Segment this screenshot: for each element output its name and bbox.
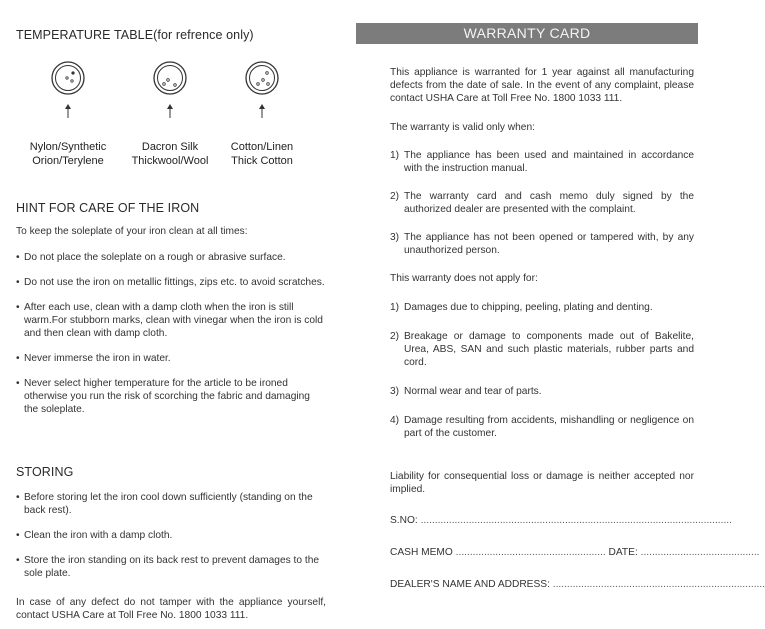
list-item <box>390 190 694 216</box>
sno-field <box>390 514 732 527</box>
list-item <box>390 385 694 398</box>
item-number: 1) <box>390 150 400 161</box>
fabric-name: Cotton/Linen <box>230 141 294 153</box>
item-text: The warranty card and cash memo duly signed by the authorized dealer are presented with the complaint. <box>404 191 694 215</box>
item-number: 3) <box>390 386 400 397</box>
not-apply-heading: This warranty does not apply for: <box>390 273 538 284</box>
item-text: The appliance has not been opened or tampered with, by any unauthorized person. <box>404 232 694 256</box>
date-blank: .......................................... <box>640 547 760 558</box>
warranty-card-title: WARRANTY CARD <box>356 23 698 44</box>
item-text: Breakage or damage to components made out of Bakelite, Urea, ABS, SAN and such plastic materials, rubber parts and cord. <box>404 331 694 368</box>
liability-note: Liability for consequential loss or damage is neither accepted nor implied. <box>390 471 694 495</box>
item-number: 1) <box>390 302 400 313</box>
list-item: • Do not place the soleplate on a rough or abrasive surface. <box>16 251 326 264</box>
valid-heading: The warranty is valid only when: <box>390 122 535 133</box>
exclusions-list <box>390 301 694 440</box>
thermostat-dial-icon <box>48 60 88 134</box>
list-item: • After each use, clean with a damp cloth when the iron is still warm.For stubborn marks, clean with vinegar when the iron is cold and then clean with damp cloth. <box>16 301 326 340</box>
fabric-name: Nylon/Synthetic <box>29 141 107 153</box>
sno-label: S.NO: <box>390 515 418 526</box>
list-item: • Before storing let the iron cool down sufficiently (standing on the back rest). <box>16 491 326 517</box>
dial-two-dots <box>120 60 220 168</box>
temperature-table-title: TEMPERATURE TABLE(for refrence only) <box>16 28 254 42</box>
thermostat-dial-icon <box>150 60 190 134</box>
fabric-name: Thick Cotton <box>231 155 293 167</box>
fabric-name: Thickwool/Wool <box>131 155 209 167</box>
list-item: • Never immerse the iron in water. <box>16 352 326 365</box>
care-instructions-column <box>16 28 326 621</box>
hint-intro: To keep the soleplate of your iron clean at all times: <box>16 226 248 237</box>
list-item <box>390 301 694 314</box>
dial-fabric-label <box>120 140 220 168</box>
thermostat-dial-icon <box>242 60 282 134</box>
list-item: • Do not use the iron on metallic fittings, zips etc. to avoid scratches. <box>16 276 326 289</box>
list-item <box>390 330 694 369</box>
cash-memo-field <box>390 546 760 559</box>
cash-memo-blank: ..................................................... <box>455 547 606 558</box>
storing-closing-note: In case of any defect do not tamper with the appliance yourself, contact USHA Care at Toll Free No. 1800 1033 111. <box>16 597 326 621</box>
temperature-dials <box>16 60 326 180</box>
item-number: 3) <box>390 232 400 243</box>
list-item <box>390 414 694 440</box>
fabric-name: Dacron Silk <box>141 141 199 153</box>
dealer-blank: ........................................................................... <box>552 579 765 590</box>
cash-memo-label: CASH MEMO <box>390 547 453 558</box>
item-number: 2) <box>390 191 400 202</box>
item-text: Damage resulting from accidents, mishandling or negligence on part of the customer. <box>404 415 694 439</box>
list-item: • Clean the iron with a damp cloth. <box>16 529 326 542</box>
care-hints-section <box>16 201 326 416</box>
storing-list <box>16 491 326 580</box>
dealer-field <box>390 578 765 591</box>
list-item <box>390 149 694 175</box>
warranty-body <box>356 66 765 591</box>
hint-list <box>16 251 326 416</box>
list-item: • Never select higher temperature for the article to be ironed otherwise you run the risk of scorching the fabric and damaging the soleplate. <box>16 377 326 416</box>
item-text: Normal wear and tear of parts. <box>404 386 542 397</box>
fabric-name: Orion/Terylene <box>32 155 104 167</box>
sno-blank: .............................................................................................................. <box>420 515 732 526</box>
dial-three-dots <box>212 60 312 168</box>
item-number: 2) <box>390 331 400 342</box>
item-text: The appliance has been used and maintained in accordance with the instruction manual. <box>404 150 694 174</box>
item-number: 4) <box>390 415 400 426</box>
item-text: Damages due to chipping, peeling, plating and denting. <box>404 302 653 313</box>
storing-title: STORING <box>16 465 74 479</box>
dealer-label: DEALER'S NAME AND ADDRESS: <box>390 579 550 590</box>
date-label: DATE: <box>608 547 638 558</box>
dial-one-dot <box>18 60 118 168</box>
dial-fabric-label <box>212 140 312 168</box>
hint-title: HINT FOR CARE OF THE IRON <box>16 201 200 215</box>
warranty-card <box>356 23 765 591</box>
warranty-intro: This appliance is warranted for 1 year against all manufacturing defects from the date of sale. In the event of any complaint, please contact USHA Care at Toll Free No. 1800 1033 111. <box>390 67 694 104</box>
storing-section <box>16 465 326 622</box>
dial-fabric-label <box>18 140 118 168</box>
valid-conditions-list <box>390 149 694 257</box>
list-item: • Store the iron standing on its back rest to prevent damages to the sole plate. <box>16 554 326 580</box>
list-item <box>390 231 694 257</box>
